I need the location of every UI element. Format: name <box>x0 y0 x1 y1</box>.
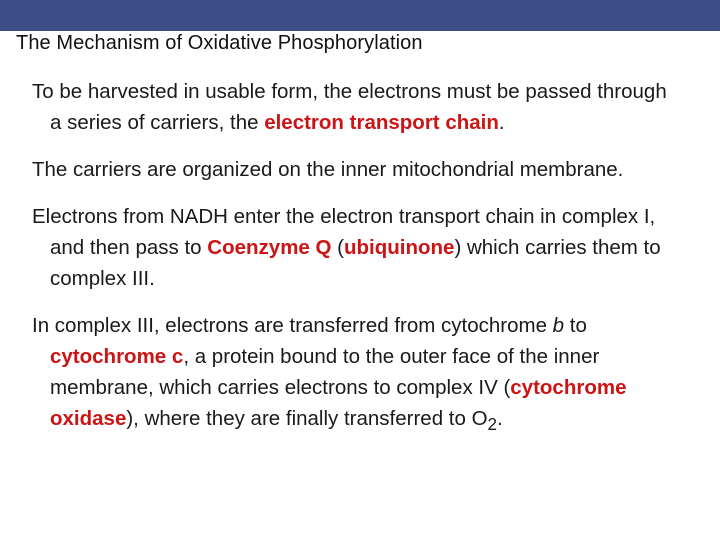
text-segment: ), where they are finally transferred to O <box>126 407 488 430</box>
paragraph-inner-membrane <box>32 154 682 185</box>
text-segment: To be harvested in usable form, the electrons must be passed through a series of carriers, the <box>32 80 667 134</box>
title-strip <box>0 31 720 59</box>
highlight-term: ubiquinone <box>344 236 455 259</box>
text-segment: , a protein bound to the outer face of the inner membrane, which carries electrons to complex IV ( <box>50 345 600 399</box>
paragraph-coenzyme-q <box>32 201 682 294</box>
text-segment: . <box>498 111 505 134</box>
subscript: 2 <box>487 415 498 435</box>
highlight-term: electron transport chain <box>264 111 499 134</box>
page-title: The Mechanism of Oxidative Phosphorylation <box>16 32 423 54</box>
slide-body <box>32 76 682 456</box>
text-segment: ( <box>331 236 344 259</box>
text-segment: In complex III, electrons are transferred from cytochrome <box>32 314 553 337</box>
highlight-term: Coenzyme Q <box>207 236 332 259</box>
paragraph-complex-iii <box>32 310 682 440</box>
highlight-term: cytochrome oxidase <box>50 376 627 430</box>
text-segment: ) which carries them to complex III. <box>50 236 661 290</box>
text-segment: Electrons from NADH enter the electron transport chain in complex I, and then pass to <box>32 205 656 259</box>
highlight-term: cytochrome c <box>50 345 184 368</box>
paragraph-electron-transport-chain <box>32 76 682 138</box>
text-segment: to <box>564 314 587 337</box>
italic-term: b <box>552 314 565 337</box>
text-segment: . <box>497 407 503 430</box>
text-segment: The carriers are organized on the inner mitochondrial membrane. <box>32 158 624 181</box>
